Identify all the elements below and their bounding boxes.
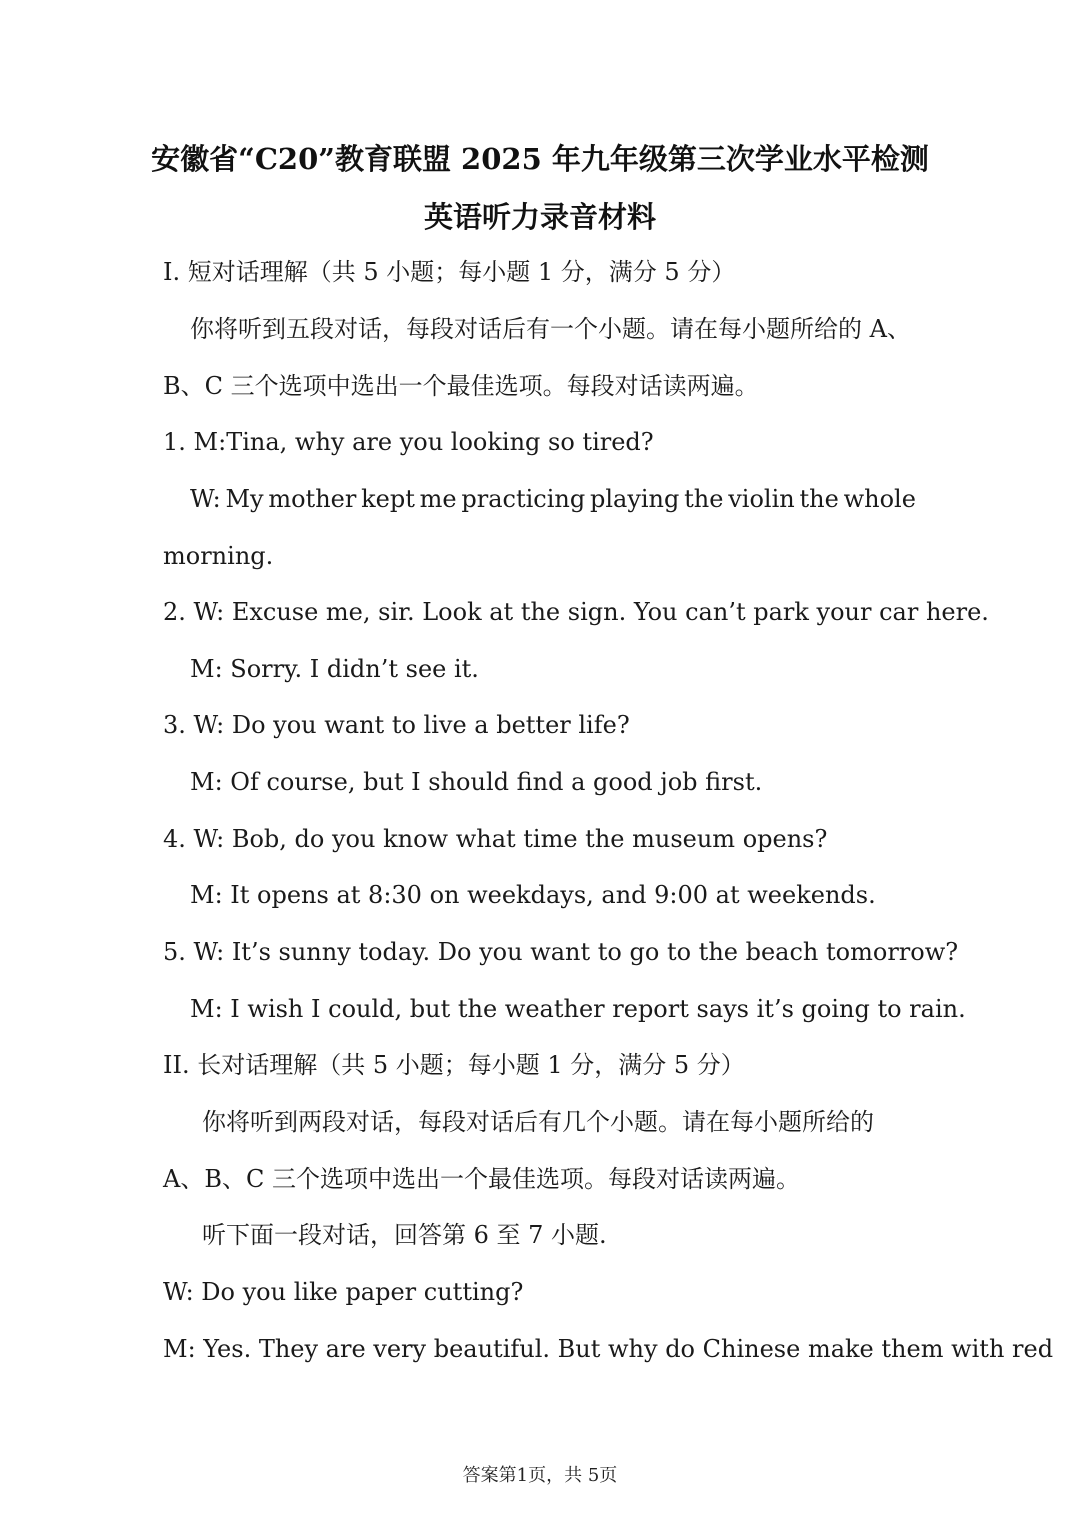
question-1-line: 1. M:Tina, why are you looking so tired?: [163, 428, 654, 456]
document-title: 安徽省“C20”教育联盟 2025 年九年级第三次学业水平检测: [151, 142, 929, 176]
section-1-instruction-line-1: 你将听到五段对话，每段对话后有一个小题。请在每小题所给的 A、: [190, 315, 911, 343]
section-2-instruction-line-1: 你将听到两段对话，每段对话后有几个小题。请在每小题所给的: [202, 1108, 874, 1136]
document-subtitle: 英语听力录音材料: [423, 200, 656, 234]
answer-1-word: mother: [268, 485, 357, 513]
answer-1-word: violin: [728, 485, 795, 513]
answer-1-word: me: [419, 485, 457, 513]
page-footer: 答案第1页，共 5页: [462, 1465, 618, 1486]
question-3-line: 3. W: Do you want to live a better life?: [163, 711, 630, 739]
question-4-line: 4. W: Bob, do you know what time the museum opens?: [163, 825, 828, 853]
answer-1-word: the: [799, 485, 839, 513]
answer-1-word: the: [684, 485, 724, 513]
answer-1-word: playing: [589, 485, 680, 513]
section-2-heading: II. 长对话理解（共 5 小题；每小题 1 分，满分 5 分）: [163, 1051, 745, 1079]
answer-1-word: kept: [361, 485, 415, 513]
section-1-heading: I. 短对话理解（共 5 小题；每小题 1 分，满分 5 分）: [163, 258, 736, 286]
dialogue-line: M: Yes. They are very beautiful. But why do Chinese make them with red: [163, 1335, 1054, 1363]
answer-1-continuation: morning.: [163, 542, 274, 570]
section-2-sub-instruction: 听下面一段对话，回答第 6 至 7 小题.: [202, 1221, 607, 1249]
question-2-line: 2. W: Excuse me, sir. Look at the sign. You can’t park your car here.: [163, 598, 989, 626]
answer-1-line: [190, 482, 916, 516]
answer-5-line: M: I wish I could, but the weather report says it’s going to rain.: [190, 995, 966, 1023]
answer-1-word: whole: [843, 485, 916, 513]
answer-4-line: M: It opens at 8:30 on weekdays, and 9:00 at weekends.: [190, 881, 876, 909]
answer-3-line: M: Of course, but I should find a good job first.: [190, 768, 763, 796]
answer-2-line: M: Sorry. I didn’t see it.: [190, 655, 479, 683]
question-5-line: 5. W: It’s sunny today. Do you want to go to the beach tomorrow?: [163, 938, 959, 966]
dialogue-line: W: Do you like paper cutting?: [163, 1278, 524, 1306]
section-1-instruction-line-2: B、C 三个选项中选出一个最佳选项。每段对话读两遍。: [163, 372, 759, 400]
answer-1-word: practicing: [461, 485, 586, 513]
answer-1-word: My: [225, 485, 264, 513]
answer-1-word: W:: [190, 485, 221, 513]
section-2-instruction-line-2: A、B、C 三个选项中选出一个最佳选项。每段对话读两遍。: [163, 1165, 800, 1193]
